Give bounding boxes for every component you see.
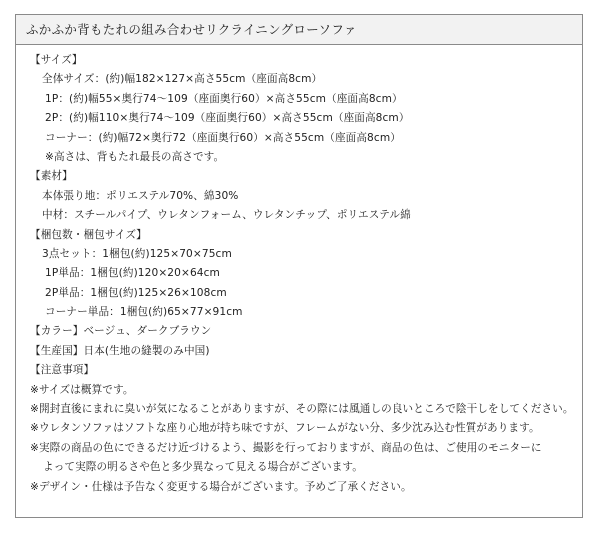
packing-1p: 1P単品：1梱包(約)120×20×64cm bbox=[45, 267, 220, 280]
note-4-continued: よって実際の明るさや色と多少異なって見える場合がございます。 bbox=[43, 461, 363, 474]
size-1p: 1P：(約)幅55×奥行74～109（座面奥行60）×高さ55cm（座面高8cm） bbox=[45, 92, 403, 105]
size-2p: 2P：(約)幅110×奥行74～109（座面奥行60）×高さ55cm（座面高8cm） bbox=[45, 112, 410, 125]
note-4: ※実際の商品の色にできるだけ近づけるよう、撮影を行っておりますが、商品の色は、ご使用のモニターに bbox=[30, 441, 542, 454]
note-5: ※デザイン・仕様は予告なく変更する場合がございます。予めご了承ください。 bbox=[30, 480, 412, 493]
packing-corner: コーナー単品：1梱包(約)65×77×91cm bbox=[45, 306, 243, 319]
material-upholstery: 本体張り地：ポリエステル70%、綿30% bbox=[42, 189, 239, 202]
packing-set3: 3点セット：1梱包(約)125×70×75cm bbox=[42, 247, 232, 260]
size-corner: コーナー：(約)幅72×奥行72（座面奥行60）×高さ55cm（座面高8cm） bbox=[45, 131, 401, 144]
material-filling: 中材：スチールパイプ、ウレタンフォーム、ウレタンチップ、ポリエステル綿 bbox=[42, 209, 411, 222]
size-heading: 【サイズ】 bbox=[30, 54, 83, 66]
note-1: ※サイズは概算です。 bbox=[30, 383, 134, 396]
spec-content bbox=[16, 45, 582, 497]
spec-box bbox=[15, 14, 583, 518]
notes-heading: 【注意事項】 bbox=[30, 364, 95, 377]
note-3: ※ウレタンソファはソフトな座り心地が持ち味ですが、フレームがない分、多少沈み込む性質があります。 bbox=[30, 422, 540, 435]
note-2: ※開封直後にまれに臭いが気になることがありますが、その際には風通しの良いところで陰干しをしてください。 bbox=[30, 403, 574, 416]
size-note: ※高さは、背もたれ最長の高さです。 bbox=[45, 150, 225, 163]
material-heading: 【素材】 bbox=[30, 170, 73, 183]
packing-2p: 2P単品：1梱包(約)125×26×108cm bbox=[45, 286, 227, 299]
packing-heading: 【梱包数・梱包サイズ】 bbox=[30, 228, 147, 241]
product-title: ふかふか背もたれの組み合わせリクライニングローソファ bbox=[16, 15, 582, 45]
size-overall: 全体サイズ：(約)幅182×127×高さ55cm（座面高8cm） bbox=[42, 73, 323, 86]
color-line: 【カラー】ベージュ、ダークブラウン bbox=[30, 325, 212, 338]
origin-line: 【生産国】日本(生地の縫製のみ中国) bbox=[30, 344, 210, 357]
